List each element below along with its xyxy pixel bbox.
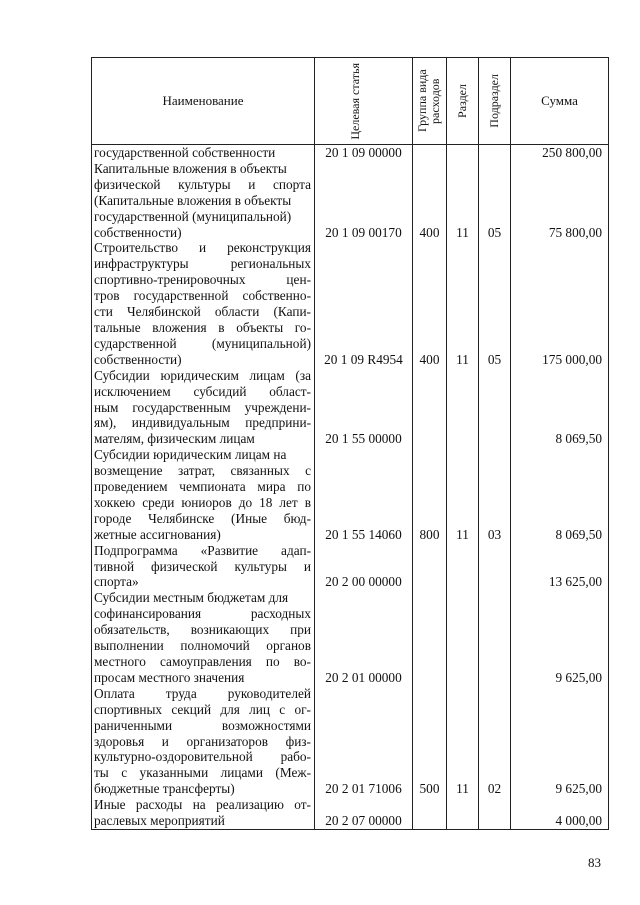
row-name-line: государственной собственности [94, 145, 276, 160]
row-section [447, 543, 479, 591]
row-subsection: 05 [479, 240, 511, 367]
row-target-article: 20 2 00 00000 [315, 543, 413, 591]
row-name-line: культурно-оздоровительной рабо- [94, 749, 311, 765]
row-name-line: выполнении полномочий органов [94, 638, 311, 654]
row-sum: 4 000,00 [511, 797, 609, 829]
row-sum: 75 800,00 [511, 161, 609, 241]
row-sum: 250 800,00 [511, 145, 609, 161]
row-name-line: собственности) [94, 224, 182, 240]
row-name-line: Капитальные вложения в объекты [94, 160, 287, 176]
row-section: 11 [447, 447, 479, 542]
row-name-line: исключением субсидий област- [94, 383, 311, 399]
row-name-line: спорта» [94, 574, 139, 590]
row-subsection [479, 368, 511, 448]
row-subsection [479, 543, 511, 591]
row-name [92, 686, 315, 797]
row-name-line: тров государственной собственно- [94, 288, 311, 304]
row-name-line: проведением чемпионата мира по [94, 479, 311, 495]
row-section [447, 368, 479, 448]
table-row [92, 797, 609, 829]
row-name-line: собственности) [94, 351, 182, 367]
row-target-article: 20 1 55 00000 [315, 368, 413, 448]
row-name-line: государственной (муниципальной) [94, 208, 292, 224]
row-target-article: 20 1 09 00170 [315, 161, 413, 241]
row-name-line: Подпрограмма «Развитие адап- [94, 542, 311, 558]
row-name-line: хоккею среди юниоров до 18 лет в [94, 494, 311, 510]
row-expense-group [413, 368, 447, 448]
table-row [92, 240, 609, 367]
row-name-line: Субсидии местным бюджетам для [94, 590, 289, 606]
row-name-line: ным государственным учреждени- [94, 399, 311, 415]
row-subsection [479, 797, 511, 829]
row-name-line: Субсидии юридическим лицам на [94, 447, 287, 463]
table-row [92, 686, 609, 797]
header-subsection: Подраздел [479, 58, 511, 145]
row-target-article: 20 1 55 14060 [315, 447, 413, 542]
row-target-article: 20 1 09 00000 [315, 145, 413, 161]
row-name-line: городе Челябинске (Иные бюд- [94, 510, 311, 526]
row-sum: 9 625,00 [511, 590, 609, 685]
row-target-article: 20 1 09 R4954 [315, 240, 413, 367]
header-expense-group: Группа вида расходов [413, 58, 447, 145]
row-name [92, 161, 315, 241]
row-target-article: 20 2 07 00000 [315, 797, 413, 829]
header-target-article: Целевая статья [315, 58, 413, 145]
row-name-line: сударственной (муниципальной) [94, 335, 311, 351]
row-name-line: тивной физической культуры и [94, 558, 311, 574]
row-name-line: жетные ассигнования) [94, 526, 221, 542]
row-name [92, 145, 315, 161]
row-name-line: мателям, физическим лицам [94, 431, 255, 447]
row-name-line: инфраструктуры региональных [94, 256, 311, 272]
row-subsection: 02 [479, 686, 511, 797]
row-section: 11 [447, 240, 479, 367]
row-subsection: 05 [479, 161, 511, 241]
table-row [92, 590, 609, 685]
row-name-line: Оплата труда руководителей [94, 685, 311, 701]
row-name-line: софинансирования расходных [94, 606, 311, 622]
row-section [447, 797, 479, 829]
row-name-line: Строительство и реконструкция [94, 240, 311, 256]
row-expense-group: 400 [413, 161, 447, 241]
row-section: 11 [447, 161, 479, 241]
row-name-line: ям), индивидуальным предприни- [94, 415, 311, 431]
row-name-line: Субсидии юридическим лицам (за [94, 367, 311, 383]
row-name-line: тальные вложения в объекты го- [94, 319, 311, 335]
row-sum: 8 069,50 [511, 368, 609, 448]
row-expense-group [413, 543, 447, 591]
row-sum: 8 069,50 [511, 447, 609, 542]
row-name [92, 797, 315, 829]
row-name-line: просам местного значения [94, 669, 245, 685]
row-name-line: (Капитальные вложения в объекты [94, 192, 292, 208]
row-section [447, 590, 479, 685]
row-name-line: обязательств, возникающих при [94, 622, 311, 638]
row-target-article: 20 2 01 00000 [315, 590, 413, 685]
row-sum: 9 625,00 [511, 686, 609, 797]
budget-table [91, 57, 609, 830]
row-name [92, 590, 315, 685]
header-name: Наименование [92, 58, 315, 145]
table-row [92, 368, 609, 448]
row-sum: 13 625,00 [511, 543, 609, 591]
row-expense-group: 400 [413, 240, 447, 367]
row-name [92, 543, 315, 591]
row-expense-group [413, 797, 447, 829]
row-subsection [479, 590, 511, 685]
row-name-line: возмещение затрат, связанных с [94, 463, 311, 479]
table-body [92, 145, 609, 830]
row-name-line: физической культуры и спорта [94, 176, 311, 192]
table-header-row [92, 58, 609, 145]
table-row [92, 145, 609, 161]
header-sum: Сумма [511, 58, 609, 145]
row-name [92, 240, 315, 367]
table-row [92, 447, 609, 542]
row-sum: 175 000,00 [511, 240, 609, 367]
row-name-line: сти Челябинской области (Капи- [94, 304, 311, 320]
row-expense-group: 800 [413, 447, 447, 542]
row-name [92, 447, 315, 542]
page-number: 83 [588, 855, 601, 870]
row-subsection: 03 [479, 447, 511, 542]
row-expense-group: 500 [413, 686, 447, 797]
row-name-line: раслевых мероприятий [94, 813, 225, 829]
table-row [92, 161, 609, 241]
row-name-line: Иные расходы на реализацию от- [94, 797, 311, 813]
row-name-line: местного самоуправления по во- [94, 654, 311, 669]
row-subsection [479, 145, 511, 161]
row-name-line: бюджетные трансферты) [94, 781, 235, 797]
row-expense-group [413, 145, 447, 161]
row-section [447, 145, 479, 161]
row-section: 11 [447, 686, 479, 797]
row-expense-group [413, 590, 447, 685]
table-row [92, 543, 609, 591]
row-target-article: 20 2 01 71006 [315, 686, 413, 797]
row-name-line: спортивно-тренировочных цен- [94, 272, 311, 288]
row-name-line: раниченными возможностями [94, 717, 311, 733]
row-name-line: здоровья и организаторов физ- [94, 733, 311, 749]
row-name-line: спортивных секций для лиц с ог- [94, 701, 311, 717]
row-name-line: ты с указанными лицами (Меж- [94, 765, 311, 781]
row-name [92, 368, 315, 448]
header-section: Раздел [447, 58, 479, 145]
